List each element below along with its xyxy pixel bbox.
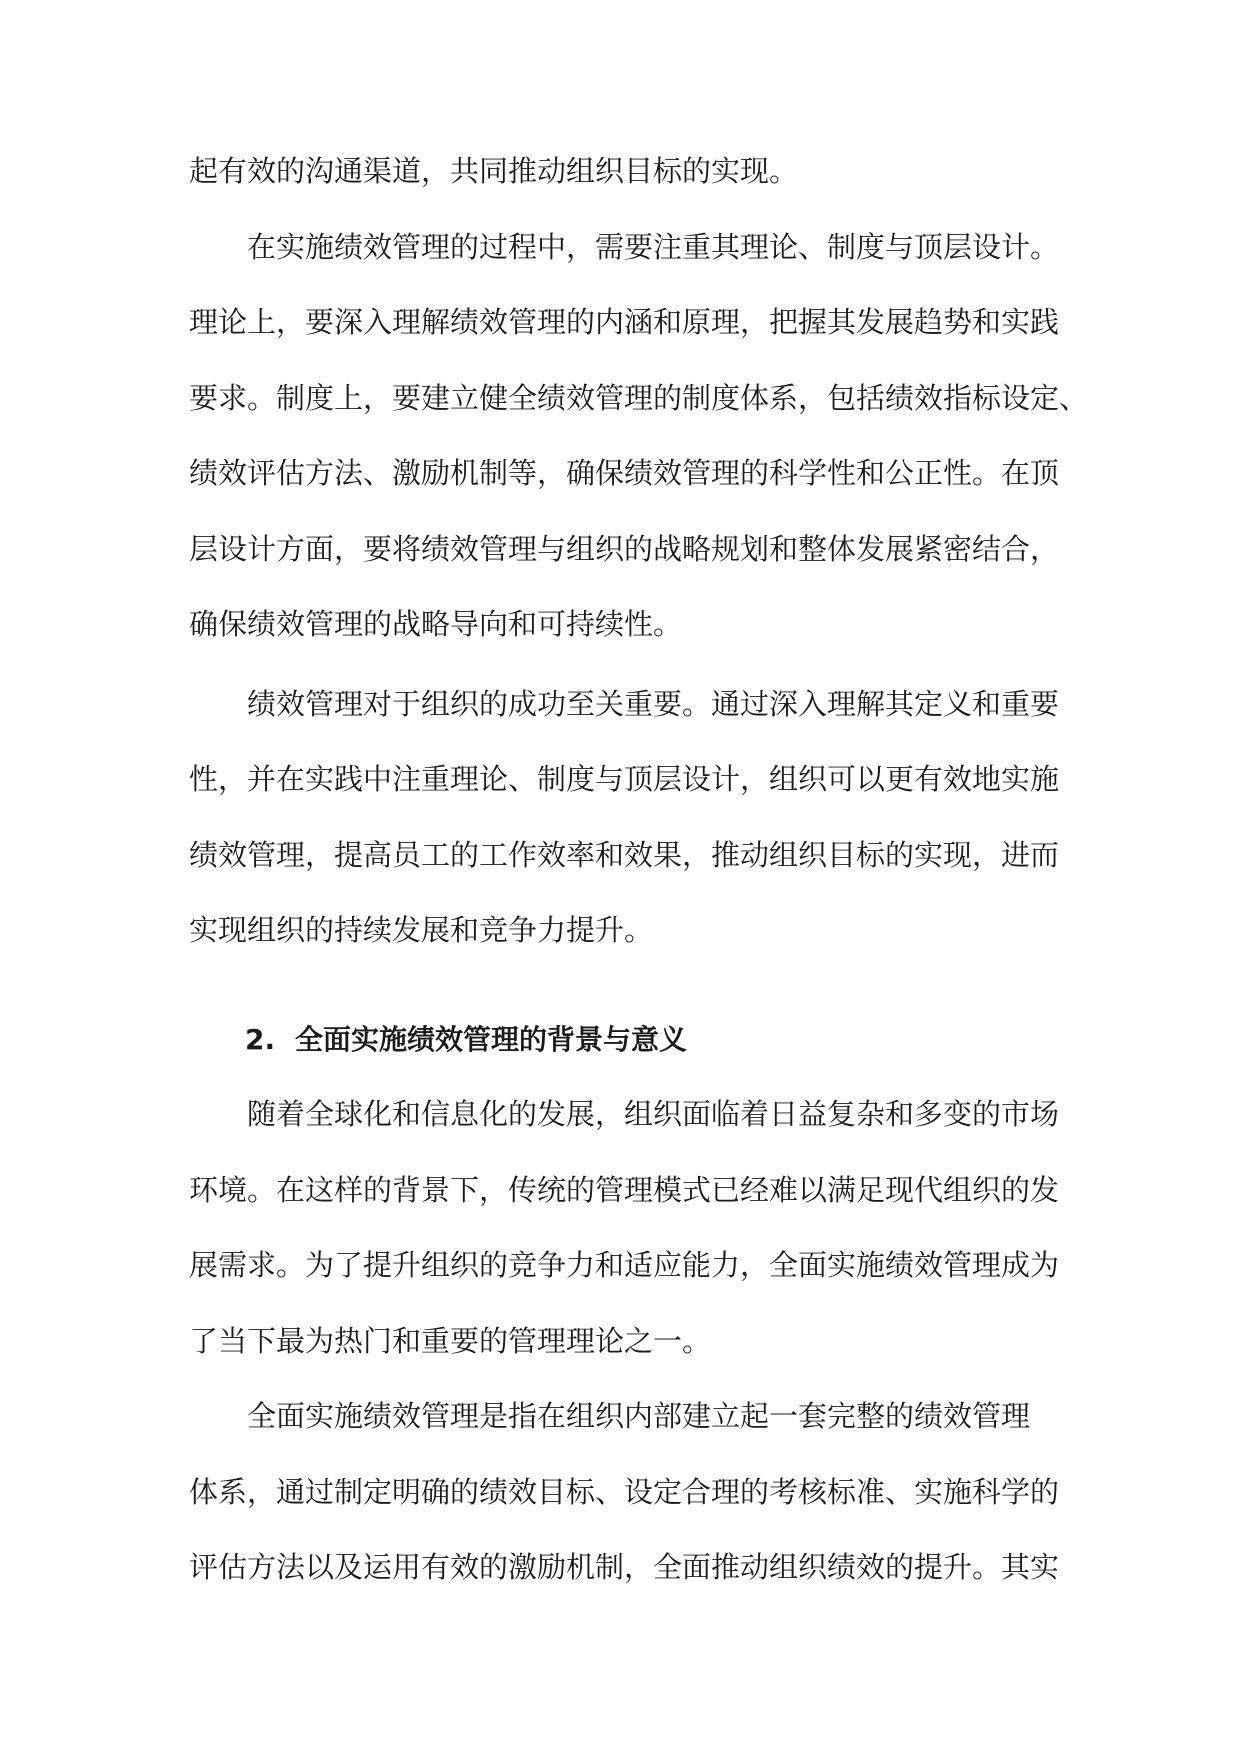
text-line: 展需求。为了提升组织的竞争力和适应能力，全面实施绩效管理成为	[189, 1248, 1060, 1282]
paragraph-importance	[189, 667, 1149, 969]
section-number: 2.	[245, 1022, 276, 1056]
text-line: 性，并在实践中注重理论、制度与顶层设计，组织可以更有效地实施	[189, 762, 1060, 796]
text-line: 绩效管理对于组织的成功至关重要。通过深入理解其定义和重要	[247, 686, 1060, 721]
text-line: 起有效的沟通渠道，共同推动组织目标的实现。	[189, 154, 799, 188]
paragraph-background	[189, 1077, 1149, 1379]
text-line: 在实施绩效管理的过程中，需要注重其理论、制度与顶层设计。	[247, 229, 1060, 264]
text-line: 绩效评估方法、激励机制等，确保绩效管理的科学性和公正性。在顶	[189, 456, 1060, 490]
text-line: 理论上，要深入理解绩效管理的内涵和原理，把握其发展趋势和实践	[189, 305, 1060, 339]
paragraph-continuation	[189, 134, 1149, 210]
document-page	[189, 134, 1149, 1606]
text-line: 绩效管理，提高员工的工作效率和效果，推动组织目标的实现，进而	[189, 837, 1060, 872]
paragraph-implementation-design	[189, 210, 1149, 663]
text-line: 评估方法以及运用有效的激励机制，全面推动组织绩效的提升。其实	[189, 1550, 1060, 1584]
text-line: 层设计方面，要将绩效管理与组织的战略规划和整体发展紧密结合，	[189, 531, 1060, 566]
section-heading	[189, 1002, 1149, 1078]
text-line: 随着全球化和信息化的发展，组织面临着日益复杂和多变的市场	[247, 1097, 1060, 1131]
section-title: 全面实施绩效管理的背景与意义	[295, 1022, 688, 1056]
text-line: 要求。制度上，要建立健全绩效管理的制度体系，包括绩效指标设定、	[189, 380, 1089, 415]
text-line: 实现组织的持续发展和竞争力提升。	[189, 913, 654, 947]
text-line: 环境。在这样的背景下，传统的管理模式已经难以满足现代组织的发	[189, 1172, 1060, 1207]
paragraph-definition	[189, 1379, 1149, 1606]
text-line: 确保绩效管理的战略导向和可持续性。	[189, 607, 683, 641]
text-line: 了当下最为热门和重要的管理理论之一。	[189, 1323, 712, 1358]
text-line: 体系，通过制定明确的绩效目标、设定合理的考核标准、实施科学的	[189, 1474, 1060, 1509]
text-line: 全面实施绩效管理是指在组织内部建立起一套完整的绩效管理	[247, 1399, 1031, 1433]
